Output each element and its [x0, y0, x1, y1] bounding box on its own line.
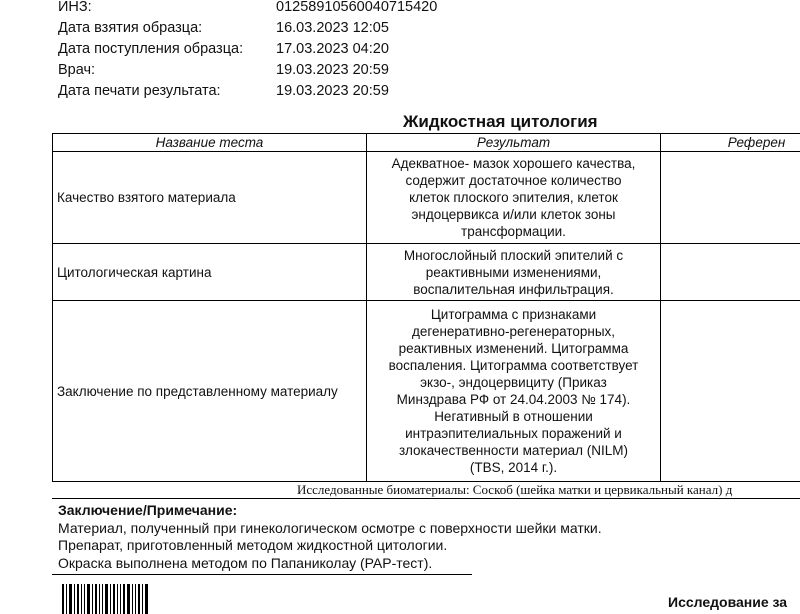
result-line: Негативный в отношении	[371, 408, 656, 425]
info-row-doctor	[58, 60, 437, 81]
result-cell	[367, 152, 661, 244]
section-title: Жидкостная цитология	[403, 112, 598, 132]
result-line: эндоцервикса и/или клеток зоны	[371, 206, 656, 223]
result-line: Адекватное- мазок хорошего качества,	[371, 155, 656, 172]
conclusion-line: Препарат, приготовленный методом жидкостной цитологии.	[58, 537, 602, 555]
info-row-sample-date	[58, 18, 437, 39]
result-line: Многослойный плоский эпителий с	[371, 247, 656, 264]
table-row	[53, 152, 800, 244]
result-line: воспалительная инфильтрация.	[371, 281, 656, 298]
conclusion-line: Окраска выполнена методом по Папаниколау (PAP-тест).	[58, 555, 602, 573]
result-line: содержит достаточное количество	[371, 172, 656, 189]
test-name-cell: Цитологическая картина	[53, 244, 367, 301]
info-label: Дата печати результата:	[58, 81, 276, 102]
reference-cell	[661, 244, 800, 301]
result-line: трансформации.	[371, 223, 656, 240]
column-header-test-name: Название теста	[53, 134, 367, 152]
table-header-row	[53, 134, 800, 152]
result-line: (TBS, 2014 г.).	[371, 459, 656, 476]
result-cell	[367, 301, 661, 482]
conclusion-title: Заключение/Примечание:	[58, 502, 602, 520]
info-value: 01258910560040715420	[276, 0, 437, 18]
result-cell	[367, 244, 661, 301]
reference-cell	[661, 152, 800, 244]
conclusion-block	[58, 502, 602, 572]
info-label: Дата поступления образца:	[58, 39, 276, 60]
info-row-inz	[58, 0, 437, 18]
info-label: ИНЗ:	[58, 0, 276, 18]
result-line: Минздрава РФ от 24.04.2003 № 174).	[371, 391, 656, 408]
info-row-received-date	[58, 39, 437, 60]
result-line: реактивными изменениями,	[371, 264, 656, 281]
info-value: 19.03.2023 20:59	[276, 60, 389, 81]
result-line: злокачественности материал (NILM)	[371, 442, 656, 459]
result-line: интраэпителиальных поражений и	[371, 425, 656, 442]
info-value: 17.03.2023 04:20	[276, 39, 389, 60]
table-row	[53, 244, 800, 301]
reference-cell	[661, 301, 800, 482]
divider	[52, 574, 472, 575]
results-table	[52, 133, 800, 482]
info-row-print-date	[58, 81, 437, 102]
test-name-cell: Заключение по представленному материалу	[53, 301, 367, 482]
result-line: дегенеративно-регенераторных,	[371, 323, 656, 340]
test-name-cell: Качество взятого материала	[53, 152, 367, 244]
result-line: реактивных изменений. Цитограмма	[371, 340, 656, 357]
divider	[52, 498, 800, 499]
info-label: Врач:	[58, 60, 276, 81]
result-line: воспаления. Цитограмма соответствует	[371, 357, 656, 374]
result-line: экзо-, эндоцервициту (Приказ	[371, 374, 656, 391]
biomaterial-note: Исследованные биоматериалы: Соскоб (шейка матки и цервикальный канал) д	[297, 482, 732, 498]
column-header-result: Результат	[367, 134, 661, 152]
info-value: 16.03.2023 12:05	[276, 18, 389, 39]
conclusion-line: Материал, полученный при гинекологическом осмотре с поверхности шейки матки.	[58, 520, 602, 538]
table-row	[53, 301, 800, 482]
study-label: Исследование за	[668, 594, 787, 610]
result-line: Цитограмма с признаками	[371, 306, 656, 323]
sample-info	[58, 0, 437, 102]
info-label: Дата взятия образца:	[58, 18, 276, 39]
column-header-reference: Референ	[661, 134, 800, 152]
result-line: клеток плоского эпителия, клеток	[371, 189, 656, 206]
info-value: 19.03.2023 20:59	[276, 81, 389, 102]
barcode	[62, 584, 150, 614]
